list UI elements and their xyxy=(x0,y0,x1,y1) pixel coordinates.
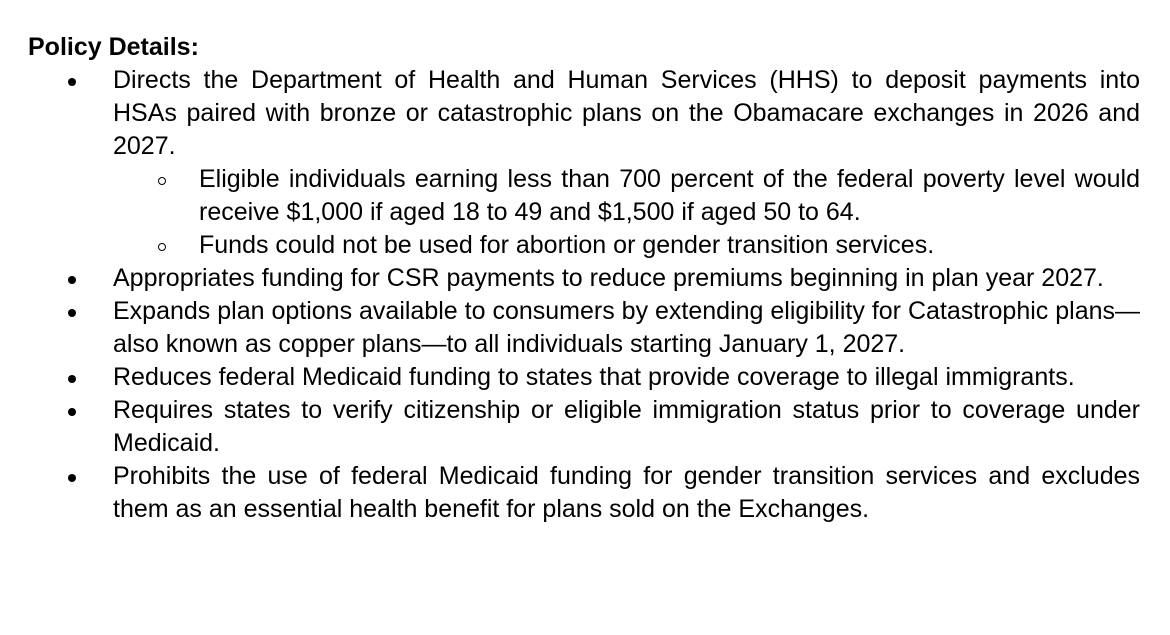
sub-list xyxy=(113,163,1140,262)
list-item xyxy=(28,295,1140,361)
sub-list-item xyxy=(113,229,1140,262)
sub-list-item-text: Eligible individuals earning less than 700 percent of the federal poverty level would receive $1,000 if aged 18 to 49 and $1,500 if aged 50 to 64. xyxy=(199,165,1140,226)
list-item xyxy=(28,460,1140,526)
list-item-text: Requires states to verify citizenship or eligible immigration status prior to coverage under Medicaid. xyxy=(113,396,1140,457)
section-heading: Policy Details: xyxy=(28,33,199,61)
list-item xyxy=(28,361,1140,394)
bullet-icon xyxy=(68,408,76,416)
list-item xyxy=(28,64,1140,262)
list-item-text: Reduces federal Medicaid funding to states that provide coverage to illegal immigrants. xyxy=(113,363,1075,391)
sub-list-item-text: Funds could not be used for abortion or gender transition services. xyxy=(199,231,935,259)
bullet-icon xyxy=(68,276,76,284)
bullet-icon xyxy=(68,78,76,86)
bullet-icon xyxy=(68,309,76,317)
list-item-text: Expands plan options available to consumers by extending eligibility for Catastrophic plans—also known as copper plans—to all individuals starting January 1, 2027. xyxy=(113,297,1140,358)
hollow-bullet-icon xyxy=(158,177,166,185)
document-body xyxy=(28,31,1140,526)
list-item xyxy=(28,262,1140,295)
list-item xyxy=(28,394,1140,460)
list-item-text: Appropriates funding for CSR payments to reduce premiums beginning in plan year 2027. xyxy=(113,264,1104,292)
list-item-text: Directs the Department of Health and Human Services (HHS) to deposit payments into HSAs paired with bronze or catastrophic plans on the Obamacare exchanges in 2026 and 2027. xyxy=(113,66,1140,160)
bullet-icon xyxy=(68,375,76,383)
hollow-bullet-icon xyxy=(158,243,166,251)
policy-list xyxy=(28,64,1140,526)
list-item-text: Prohibits the use of federal Medicaid funding for gender transition services and excludes them as an essential health benefit for plans sold on the Exchanges. xyxy=(113,462,1140,523)
bullet-icon xyxy=(68,474,76,482)
sub-list-item xyxy=(113,163,1140,229)
